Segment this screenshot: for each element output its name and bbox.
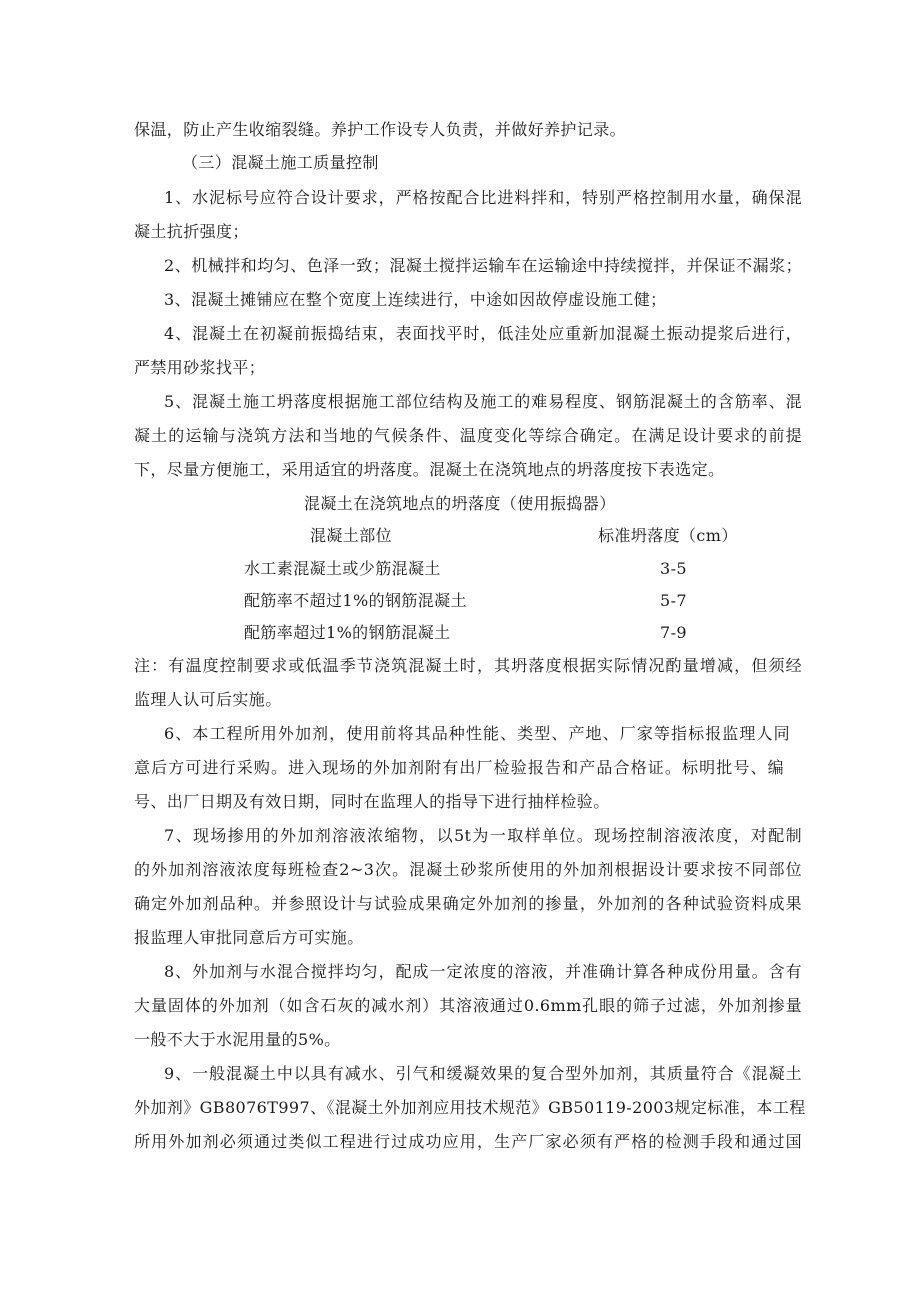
paragraph-line: 5、混凝土施工坍落度根据施工部位结构及施工的难易程度、钢筋混凝土的含筋率、混 [164, 392, 802, 411]
paragraph-line: 下，尽量方便施工，采用适宜的坍落度。混凝土在浇筑地点的坍落度按下表选定。 [134, 460, 725, 479]
paragraph-line: 凝土的运输与浇筑方法和当地的气候条件、温度变化等综合确定。在满足设计要求的前提 [134, 426, 802, 445]
table-cell-part: 水工素混凝土或少筋混凝土 [244, 559, 441, 578]
paragraph-line: 凝土抗折强度； [134, 222, 249, 241]
table-cell-part: 配筋率不超过1%的钢筋混凝土 [244, 591, 467, 610]
paragraph-line: 所用外加剂必须通过类似工程进行过成功应用，生产厂家必须有严格的检测手段和通过国 [134, 1132, 802, 1151]
table-cell-slump: 5-7 [660, 591, 687, 610]
table-cell-slump: 7-9 [660, 623, 687, 642]
paragraph-line: 7、现场掺用的外加剂溶液浓缩物，以5t为一取样单位。现场控制溶液浓度，对配制 [164, 826, 802, 845]
paragraph-line: 确定外加剂品种。并参照设计与试验成果确定外加剂的掺量，外加剂的各种试验资料成果 [134, 894, 802, 913]
note-line: 注：有温度控制要求或低温季节浇筑混凝土时，其坍落度根据实际情况酌量增减，但须经 [134, 656, 802, 675]
paragraph-line: 保温，防止产生收缩裂缝。养护工作设专人负责，并做好养护记录。 [134, 120, 627, 139]
paragraph-line: 8、外加剂与水混合搅拌均匀，配成一定浓度的溶液，并准确计算各种成份用量。含有 [164, 962, 802, 981]
table-cell-slump: 3-5 [660, 559, 687, 578]
table-header-part: 混凝土部位 [310, 526, 393, 545]
paragraph-line: 的外加剂溶液浓度每班检查2~3次。混凝土砂浆所使用的外加剂根据设计要求按不同部位 [134, 860, 802, 879]
paragraph-line: 意后方可进行采购。进入现场的外加剂附有出厂检验报告和产品合格证。标明批号、编 [134, 758, 784, 777]
table-cell-part: 配筋率超过1%的钢筋混凝土 [244, 623, 451, 642]
section-heading: （三）混凝土施工质量控制 [182, 153, 379, 172]
paragraph-line: 报监理人审批同意后方可实施。 [134, 928, 364, 947]
paragraph-line: 4、混凝土在初凝前振捣结束，表面找平时，低洼处应重新加混凝土振动提浆后进行， [164, 324, 802, 343]
table-title: 混凝土在浇筑地点的坍落度（使用振捣器） [304, 494, 616, 513]
paragraph-line: 大量固体的外加剂（如含石灰的减水剂）其溶液通过0.6mm孔眼的筛子过滤，外加剂掺量 [134, 996, 802, 1015]
paragraph-line: 9、一般混凝土中以具有减水、引气和缓凝效果的复合型外加剂，其质量符合《混凝土 [164, 1064, 802, 1083]
note-line: 监理人认可后实施。 [134, 690, 282, 709]
paragraph-line: 外加剂》GB8076T997、《混凝土外加剂应用技术规范》GB50119-2003规定标准，本工程 [134, 1098, 806, 1117]
paragraph-line: 6、本工程所用外加剂，使用前将其品种性能、类型、产地、厂家等指标报监理人同 [164, 724, 790, 743]
paragraph-line: 号、出厂日期及有效日期，同时在监理人的指导下进行抽样检验。 [134, 792, 610, 811]
paragraph-line: 严禁用砂浆找平； [134, 358, 266, 377]
paragraph-line: 一般不大于水泥用量的5%。 [134, 1030, 341, 1049]
table-header-slump: 标准坍落度（cm） [598, 526, 738, 545]
paragraph-line: 1、水泥标号应符合设计要求，严格按配合比进料拌和，特别严格控制用水量，确保混 [164, 188, 802, 207]
paragraph-line: 3、混凝土摊铺应在整个宽度上连续进行，中途如因故停虚设施工健； [164, 290, 667, 309]
paragraph-line: 2、机械拌和均匀、色泽一致；混凝土搅拌运输车在运输途中持续搅拌，并保证不漏浆； [164, 256, 802, 275]
